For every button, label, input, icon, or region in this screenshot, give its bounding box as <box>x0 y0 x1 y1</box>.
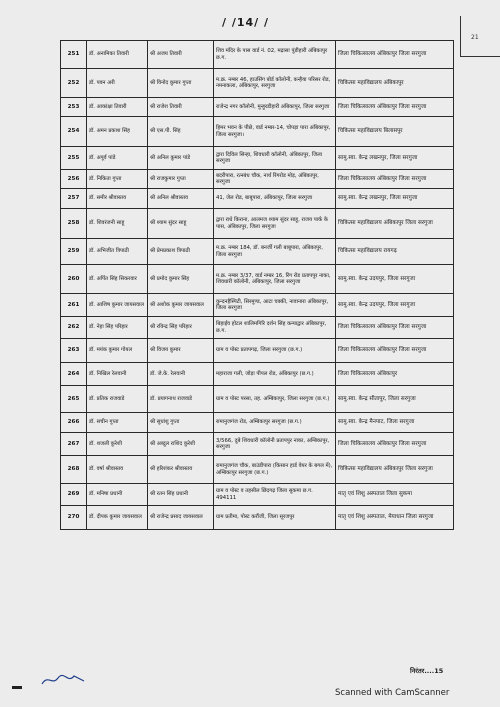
father-name-cell: श्री अनिल कुमार पांडे <box>148 147 214 170</box>
serial-number-cell: 253 <box>61 98 87 117</box>
address-cell: म.क्र. नम्बर 3/37, वार्ड नम्बर 16, रिंग रोड प्रतापपुर नाका, शिवधारी कॉलोनी, अंबिकापुर, जिला सरगुजा <box>214 265 336 294</box>
doctor-name-cell: डॉ. समीर श्रीवास्तव <box>87 189 148 209</box>
address-cell: बदरीपारा, रत्नबंध चौक, नार्थ रिंगरोड मोड़, अंबिकापुर, सरगुजा <box>214 170 336 189</box>
posting-place-cell: चिकित्सा महाविद्यालय रायगढ़ <box>336 239 454 265</box>
address-cell: ग्राम व पोस्ट प्रतापगढ़, जिला सरगुजा (छ.ग.) <box>214 339 336 363</box>
table-row <box>61 433 454 456</box>
scan-edge-mark <box>12 686 22 689</box>
serial-number-cell: 266 <box>61 413 87 433</box>
table-row <box>61 339 454 363</box>
posting-place-cell: जिला चिकित्सालय अंबिकापुर <box>336 363 454 386</box>
father-name-cell: श्री सुधांशु गुप्ता <box>148 413 214 433</box>
doctor-name-cell: डॉ. अनामिका तिवारी <box>87 41 148 69</box>
scanner-watermark: Scanned with CamScanner <box>335 688 450 698</box>
father-name-cell: श्री विजय कुमार <box>148 339 214 363</box>
table-row <box>61 363 454 386</box>
corner-stamp-box <box>460 16 500 57</box>
continued-note: निरंतर....15 <box>410 667 444 675</box>
document-sheet <box>60 40 454 530</box>
posting-place-cell: चिकित्सा महाविद्यालय बिलासपुर <box>336 117 454 147</box>
doctor-name-cell: डॉ. अपूर्व पांडे <box>87 147 148 170</box>
posting-place-cell: सामु.स्वा. केन्द्र लखनपुर, जिला सरगुजा <box>336 189 454 209</box>
address-cell: शिव मंदिर के पास वार्ड नं. 02, मद्रासा पुंडीहारी अंबिकापुर छ.ग. <box>214 41 336 69</box>
address-cell: कुन्दनहैस्पिटी, सिरमुण्ड, आटा चक्की, नावानारा अंबिकापुर, जिला सरगुजा <box>214 294 336 317</box>
doctor-name-cell: डॉ. पवन अरी <box>87 69 148 98</box>
address-cell: 3/566, दुबे शिवधारी कॉलोनी प्रतापपुर नाका, अम्बिकापुर, सरगुजा <box>214 433 336 456</box>
doctor-name-cell: डॉ. प्रतिक राजवाडे <box>87 386 148 413</box>
posting-place-cell: जिला चिकित्सालय अंबिकापुर जिला सरगुजा <box>336 98 454 117</box>
address-cell: म.क्र. नम्बर 184, डॉ. बनर्जी गली बाबूपारा, अंबिकापुर, जिला सरगुजा <box>214 239 336 265</box>
father-name-cell: डॉ. प्रयागनाथ राजवाडे <box>148 386 214 413</box>
father-name-cell: श्री राजेन्द्र प्रसाद जायसवाल <box>148 506 214 530</box>
table-row <box>61 239 454 265</box>
posting-place-cell: मातृ एवं शिशु अस्पताल जिला सुकमा <box>336 484 454 506</box>
doctor-name-cell: डॉ. मनिषा प्रधानी <box>87 484 148 506</box>
father-name-cell: श्री अब्दुल राशिद कुरेशी <box>148 433 214 456</box>
address-cell: ग्राम व पोस्ट व तहसील छिंदगढ़ जिला सुकमा छ.ग. 494111 <box>214 484 336 506</box>
address-cell: महाराजा गली, जोड़ा पीपल रोड, अंबिकापुर (छ.ग.) <box>214 363 336 386</box>
address-cell: द्वारा दिविल सिन्हा, शिवधारी कॉलोनी, अंबिकापुर, जिला सरगुजा <box>214 147 336 170</box>
father-name-cell: श्री राजकुमार गुप्ता <box>148 170 214 189</box>
page-number: / /14/ / <box>222 16 270 29</box>
doctor-name-cell: डॉ. अमन प्रकाश सिंह <box>87 117 148 147</box>
table-row <box>61 117 454 147</box>
serial-number-cell: 256 <box>61 170 87 189</box>
posting-place-cell: चिकित्सा महाविद्यालय अंबिकापुर जिला सरगुजा <box>336 209 454 239</box>
table-row <box>61 484 454 506</box>
serial-number-cell: 261 <box>61 294 87 317</box>
doctor-name-cell: डॉ. सचीन गुप्ता <box>87 413 148 433</box>
posting-place-cell: सामु.स्वा. केन्द्र उदयपुर, जिला सरगुजा <box>336 294 454 317</box>
table-row <box>61 189 454 209</box>
doctor-name-cell: डॉ. आकांक्षा तिवारी <box>87 98 148 117</box>
doctor-name-cell: डॉ. आशिष कुमार जायसवाल <box>87 294 148 317</box>
father-name-cell: श्री प्रेमप्रकाश त्रिपाठी <box>148 239 214 265</box>
father-name-cell: श्री अनिल श्रीवास्तव <box>148 189 214 209</box>
table-row <box>61 317 454 339</box>
table-row <box>61 170 454 189</box>
address-cell: हिमर भवन के पीछे, वार्ड नम्बर-14, चोपड़ा पारा अंबिकापुर, जिला सरगुजा। <box>214 117 336 147</box>
doctor-name-cell: डॉ. दीपक कुमार जायसवाल <box>87 506 148 530</box>
serial-number-cell: 259 <box>61 239 87 265</box>
serial-number-cell: 267 <box>61 433 87 456</box>
posting-place-cell: सामु.स्वा. केन्द्र लखनपुर, जिला सरगुजा <box>336 147 454 170</box>
serial-number-cell: 255 <box>61 147 87 170</box>
father-name-cell: श्री श्याम सुंदर साहू <box>148 209 214 239</box>
posting-place-cell: जिला चिकित्सालय अंबिकापुर जिला सरगुजा <box>336 41 454 69</box>
serial-number-cell: 252 <box>61 69 87 98</box>
doctor-name-cell: डॉ. मयंक कुमार गोयल <box>87 339 148 363</box>
serial-number-cell: 260 <box>61 265 87 294</box>
table-row <box>61 147 454 170</box>
table-row <box>61 386 454 413</box>
doctor-name-cell: डॉ. वर्षा श्रीवास्तव <box>87 456 148 484</box>
table-row <box>61 413 454 433</box>
handwritten-signature <box>40 672 86 691</box>
serial-number-cell: 263 <box>61 339 87 363</box>
serial-number-cell: 270 <box>61 506 87 530</box>
doctor-name-cell: डॉ. निकिता गुप्ता <box>87 170 148 189</box>
doctor-name-cell: डॉ. शिवरंजनी साहू <box>87 209 148 239</box>
table-row <box>61 69 454 98</box>
serial-number-cell: 258 <box>61 209 87 239</box>
serial-number-cell: 257 <box>61 189 87 209</box>
posting-place-cell: जिला चिकित्सालय अंबिकापुर जिला सरगुजा <box>336 170 454 189</box>
table-body <box>61 41 454 530</box>
table-row <box>61 41 454 69</box>
posting-place-cell: जिला चिकित्सालय अंबिकापुर जिला सरगुजा <box>336 339 454 363</box>
address-cell: रामानुजगंज चौक, बाउंडीपारा (किसान हार्ड वेयर के बगल में), अम्बिकापुर सरगुजा (छ.ग.) <box>214 456 336 484</box>
posting-place-cell: चिकित्सा महाविद्यालय अंबिकापुर जिला सरगुजा <box>336 456 454 484</box>
father-name-cell: श्री हरिशंकर श्रीवास्तव <box>148 456 214 484</box>
father-name-cell: श्री अजय तिवारी <box>148 41 214 69</box>
posting-place-cell: जिला चिकित्सालय अंबिकापुर जिला सरगुजा <box>336 433 454 456</box>
father-name-cell: श्री विनोद कुमार गुप्ता <box>148 69 214 98</box>
serial-number-cell: 265 <box>61 386 87 413</box>
posting-place-cell: जिला चिकित्सालय अंबिकापुर जिला सरगुजा <box>336 317 454 339</box>
address-cell: ग्राम व पोस्ट परसा, तह. अम्बिकापुर, जिला सरगुजा (छ.ग.) <box>214 386 336 413</box>
doctor-name-cell: डॉ. अर्पित सिंह सिकरवार <box>87 265 148 294</box>
address-cell: म.क्र. नम्बर 46, हाउसिंग बोर्ड कॉलोनी, कन्हैया परिसर रोड, नमनाकला, अंबिकापुर, सरगुजा <box>214 69 336 98</box>
posting-place-cell: चिकित्सा महाविद्यालय अंबिकापुर <box>336 69 454 98</box>
posting-place-cell: सामु.स्वा. केन्द्र सीतापुर, जिला सरगुजा <box>336 386 454 413</box>
table-row <box>61 98 454 117</box>
address-cell: द्वारा राधे किराना, आलमज श्याम सुंदर साहू, राजय पार्क के पास, अंबिकापुर, जिला सरगुजा <box>214 209 336 239</box>
table-row <box>61 506 454 530</box>
father-name-cell: श्री रविन्द्र सिंह परिहार <box>148 317 214 339</box>
father-name-cell: श्री रतन सिंह प्रधानी <box>148 484 214 506</box>
serial-number-cell: 268 <box>61 456 87 484</box>
posting-place-cell: मातृ एवं शिशु अस्पताल, मेयाधान जिला सरगुजा <box>336 506 454 530</box>
table-row <box>61 294 454 317</box>
father-name-cell: श्री एस.पी. सिंह <box>148 117 214 147</box>
doctor-posting-table <box>60 40 454 530</box>
posting-place-cell: सामु.स्वा. केन्द्र मैनपाट, जिला सरगुजा <box>336 413 454 433</box>
doctor-name-cell: डॉ. निखिल रेलवानी <box>87 363 148 386</box>
serial-number-cell: 254 <box>61 117 87 147</box>
doctor-name-cell: डॉ. अभिजीत त्रिपाठी <box>87 239 148 265</box>
table-row <box>61 209 454 239</box>
serial-number-cell: 269 <box>61 484 87 506</box>
table-row <box>61 265 454 294</box>
father-name-cell: श्री अशोक कुमार जायसवाल <box>148 294 214 317</box>
doctor-name-cell: डॉ. शजली कुरेशी <box>87 433 148 456</box>
address-cell: 41, जेल रोड, बाबूपारा, अंबिकापुर, जिला सरगुजा <box>214 189 336 209</box>
doctor-name-cell: डॉ. नेहा सिंह परिहार <box>87 317 148 339</box>
address-cell: ग्राम प्रतीमा, पोस्ट करौंजी, जिला सूरजपुर <box>214 506 336 530</box>
serial-number-cell: 262 <box>61 317 87 339</box>
serial-number-cell: 264 <box>61 363 87 386</box>
serial-number-cell: 251 <box>61 41 87 69</box>
address-cell: बिहाईव होटल शालिमगिरि दर्शन सिंह कन्याद्वार अंबिकापुर, छ.ग. <box>214 317 336 339</box>
address-cell: रामानुजगंज रोड, अम्बिकापुर सरगुजा (छ.ग.) <box>214 413 336 433</box>
corner-stamp-text: 21 <box>471 34 479 41</box>
address-cell: राजेन्द्र नगर कॉलोनी, मुन्हुरडीहारी अंबिकापुर, जिला सरगुजा <box>214 98 336 117</box>
table-row <box>61 456 454 484</box>
father-name-cell: श्री प्रमोद कुमार सिंह <box>148 265 214 294</box>
posting-place-cell: सामु.स्वा. केन्द्र उदयपुर, जिला सरगुजा <box>336 265 454 294</box>
father-name-cell: श्री राजेश तिवारी <box>148 98 214 117</box>
father-name-cell: डॉ. जे.के. रेलवानी <box>148 363 214 386</box>
